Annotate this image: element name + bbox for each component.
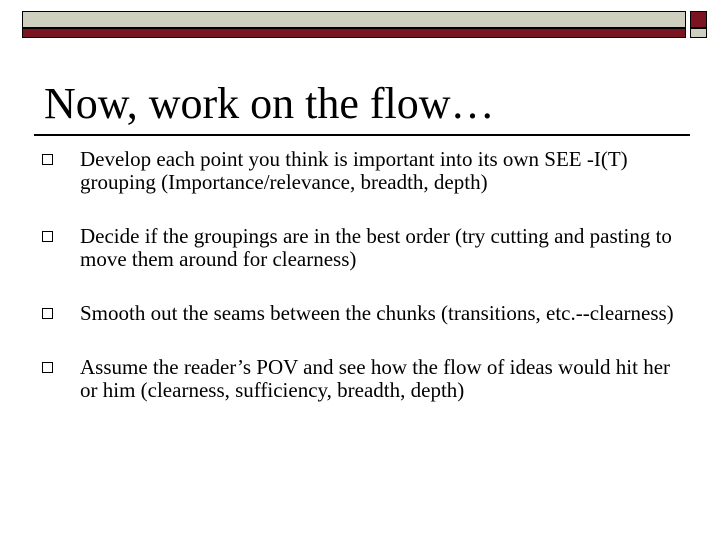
bullet-item — [40, 302, 680, 325]
header-corner-beige-box — [690, 28, 707, 38]
bullet-text: Assume the reader’s POV and see how the flow of ideas would hit her or him (clearness, sufficiency, breadth, depth) — [80, 355, 671, 402]
header-band-maroon — [22, 28, 686, 38]
bullet-item — [40, 356, 680, 402]
hollow-square-bullet-icon — [42, 308, 53, 319]
bullet-list — [40, 148, 680, 433]
bullet-item — [40, 148, 680, 194]
hollow-square-bullet-icon — [42, 362, 53, 373]
bullet-text: Smooth out the seams between the chunks (transitions, etc.--clearness) — [80, 301, 674, 325]
title-divider — [34, 134, 690, 136]
slide-title: Now, work on the flow… — [44, 79, 495, 128]
bullet-item — [40, 225, 680, 271]
header-corner-maroon-box — [690, 11, 707, 28]
hollow-square-bullet-icon — [42, 231, 53, 242]
header-band-beige — [22, 11, 686, 28]
hollow-square-bullet-icon — [42, 154, 53, 165]
bullet-text: Develop each point you think is important into its own SEE -I(T) grouping (Importance/relevance, breadth, depth) — [80, 147, 628, 194]
bullet-text: Decide if the groupings are in the best order (try cutting and pasting to move them around for clearness) — [80, 224, 672, 271]
